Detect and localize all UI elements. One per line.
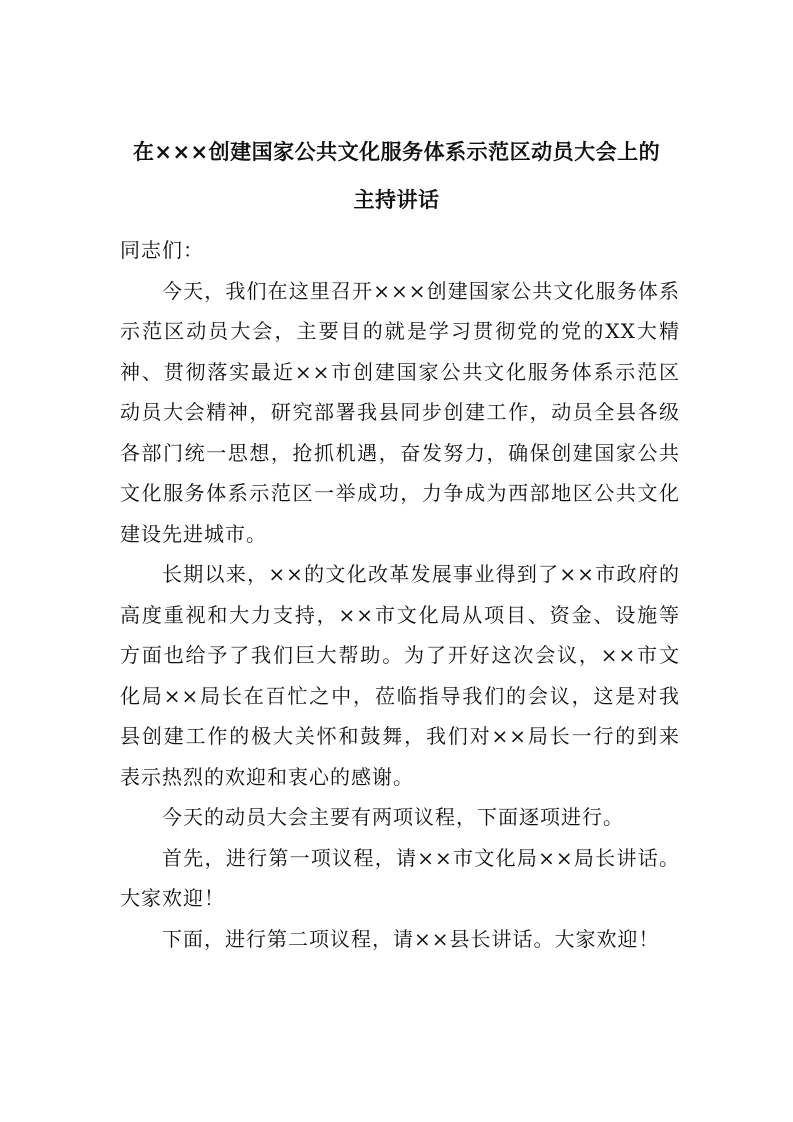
document-title — [0, 128, 793, 224]
salutation: 同志们： — [120, 238, 204, 262]
paragraph-thanks: 长期以来，××的文化改革发展事业得到了××市政府的高度重视和大力支持，××市文化局从项目、资金、设施等方面也给予了我们巨大帮助。为了开好这次会议，××市文化局××局长在百忙之中，莅临指导我们的会议，这是对我县创建工作的极大关怀和鼓舞，我们对××局长一行的到来表示热烈的欢迎和衷心的感谢。 — [120, 562, 680, 789]
paragraph-opening: 今天，我们在这里召开×××创建国家公共文化服务体系示范区动员大会，主要目的就是学习贯彻党的党的XX大精神、贯彻落实最近××市创建国家公共文化服务体系示范区动员大会精神，研究部署我县同步创建工作，动员全县各级各部门统一思想，抢抓机遇，奋发努力，确保创建国家公共文化服务体系示范区一举成功，力争成为西部地区公共文化建设先进城市。 — [120, 278, 680, 546]
title-line-2: 主持讲话 — [353, 188, 440, 212]
paragraph-item-one: 首先，进行第一项议程，请××市文化局××局长讲话。大家欢迎！ — [120, 845, 680, 910]
title-line-1: 在×××创建国家公共文化服务体系示范区动员大会上的 — [132, 140, 661, 164]
document-body — [120, 230, 680, 959]
paragraph-item-two: 下面，进行第二项议程，请××县长讲话。大家欢迎！ — [162, 926, 660, 951]
paragraph-agenda: 今天的动员大会主要有两项议程，下面逐项进行。 — [162, 805, 624, 829]
